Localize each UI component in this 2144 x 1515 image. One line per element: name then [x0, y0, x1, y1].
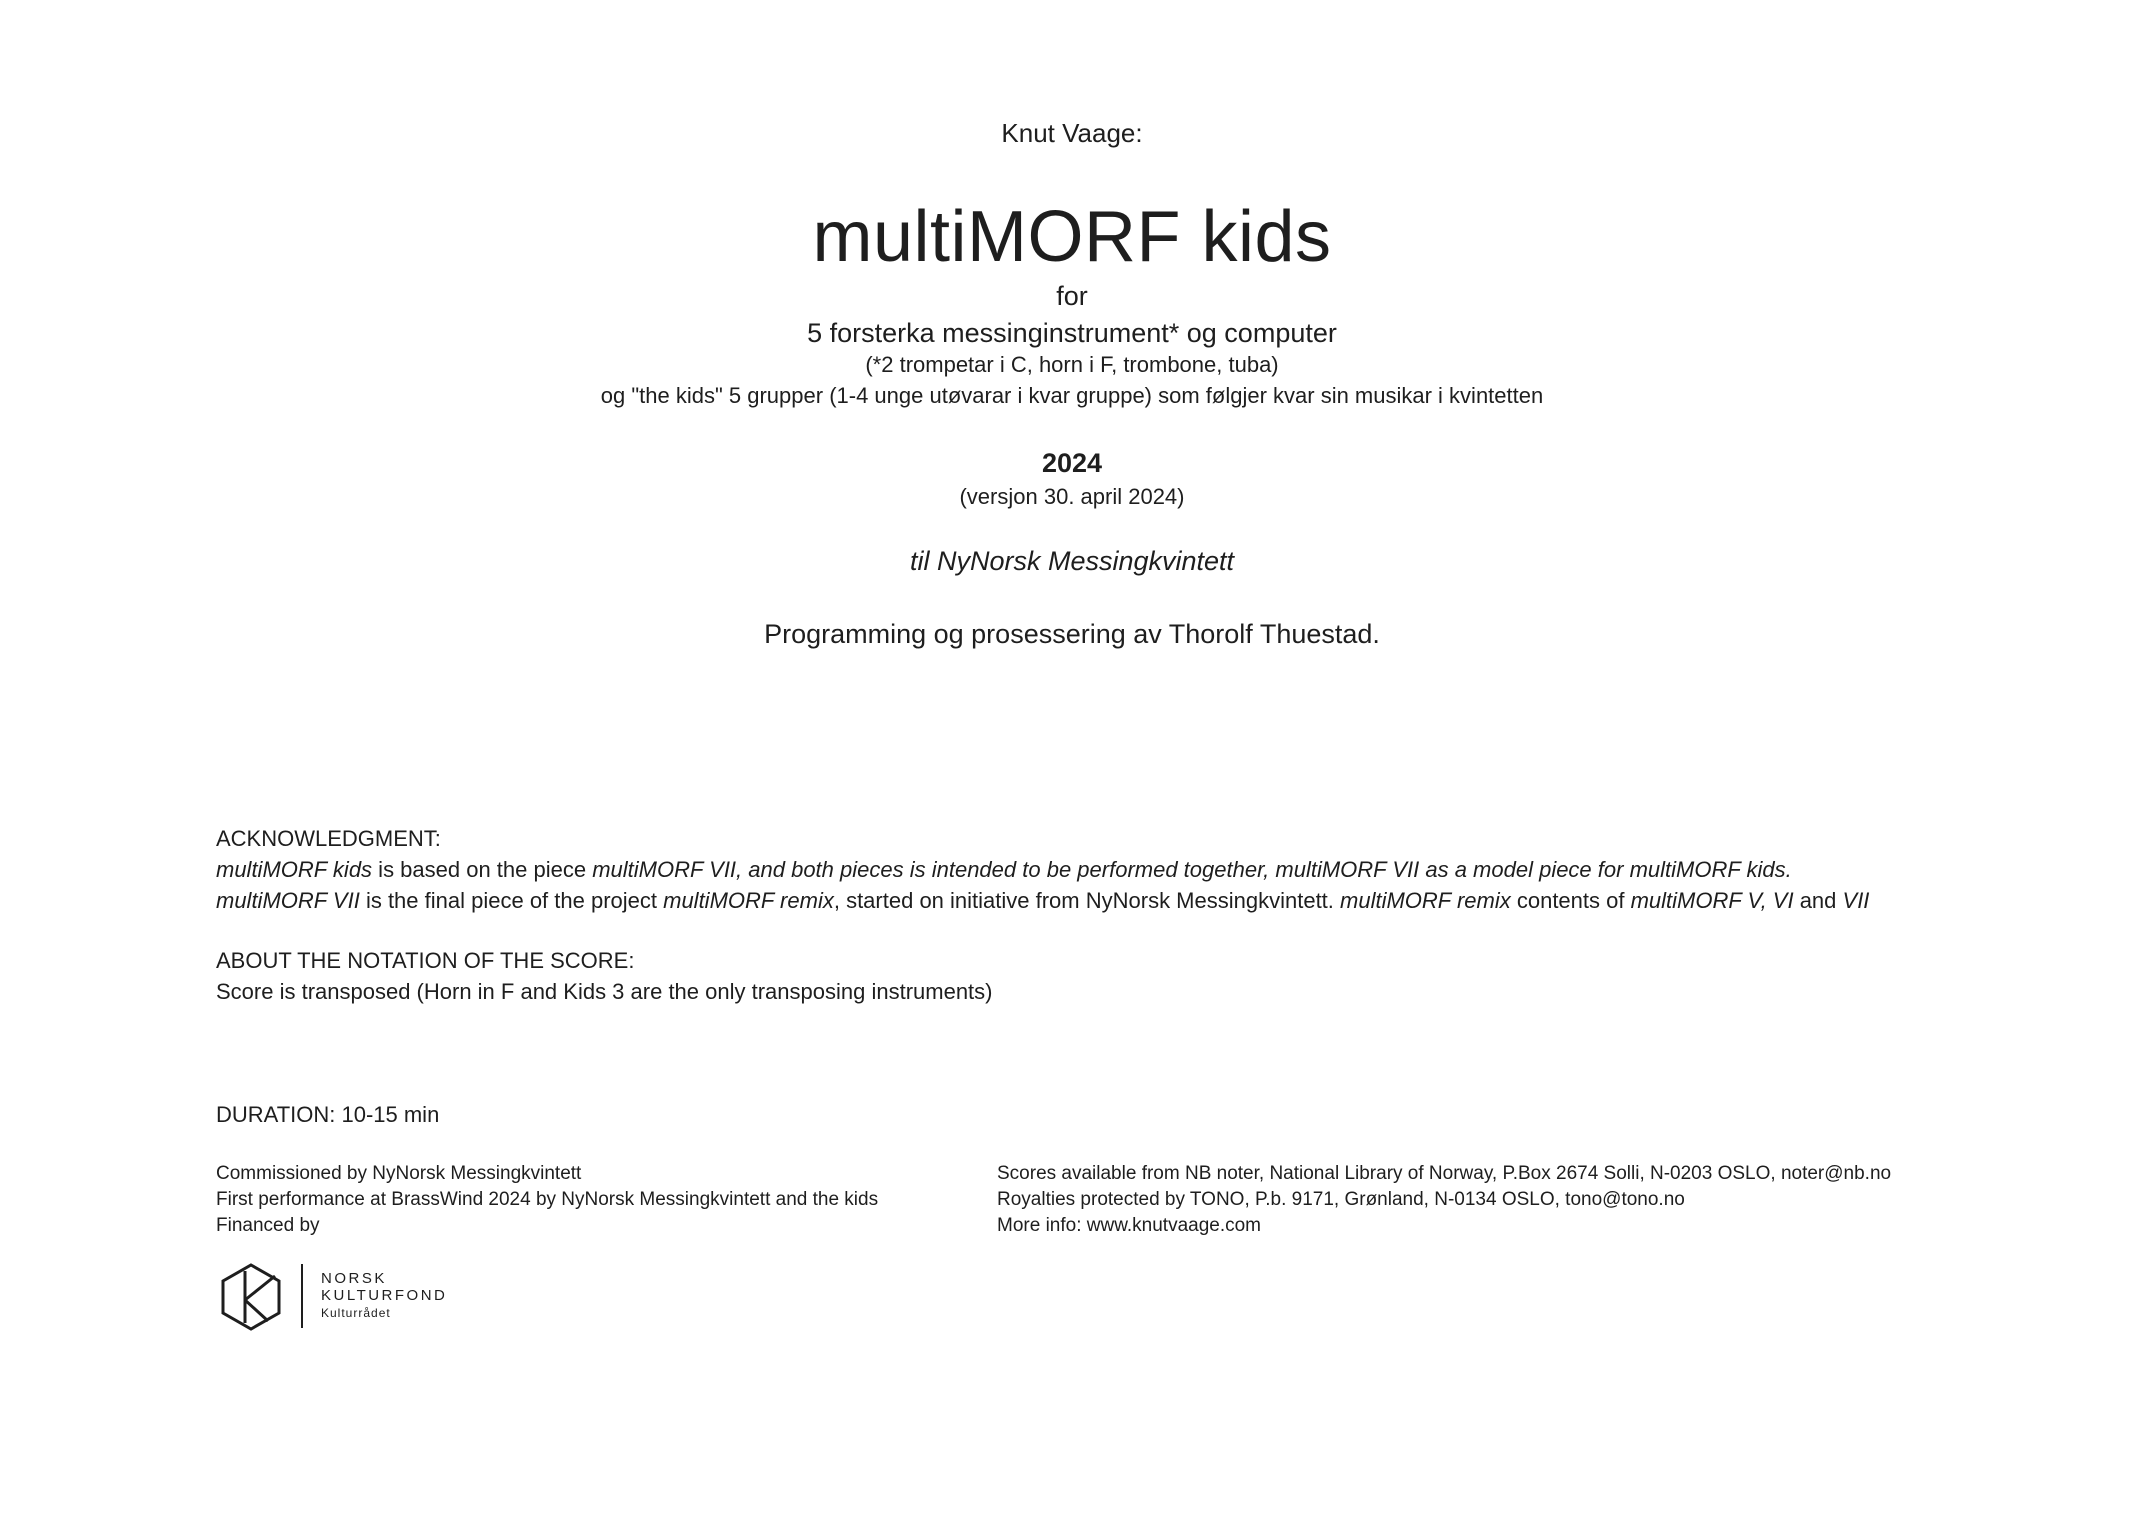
acknowledgment-line-2	[216, 885, 1869, 916]
ack-line2-p3: multiMORF remix	[663, 888, 834, 913]
norsk-kulturfond-k-icon	[216, 1262, 286, 1332]
royalties-info: Royalties protected by TONO, P.b. 9171, Grønland, N-0134 OSLO, tono@tono.no	[997, 1189, 1685, 1210]
ack-line2-p5: multiMORF remix	[1340, 888, 1511, 913]
ack-line1-title: multiMORF kids	[216, 857, 373, 882]
acknowledgment-heading: ACKNOWLEDGMENT:	[216, 826, 441, 851]
notation-text: Score is transposed (Horn in F and Kids 3 are the only transposing instruments)	[216, 979, 993, 1004]
logo-divider	[301, 1264, 303, 1328]
more-info-link[interactable]: More info: www.knutvaage.com	[997, 1215, 1262, 1236]
ack-line1-text: is based on the piece	[372, 857, 593, 882]
for-word: for	[1056, 281, 1088, 311]
footer-right	[997, 1161, 1891, 1239]
ack-line2-p4: , started on initiative from NyNorsk Messingkvintett.	[833, 888, 1341, 913]
norsk-kulturfond-logo	[206, 1256, 466, 1336]
logo-text-kulturradet: Kulturrådet	[321, 1306, 391, 1320]
ack-line2-p6: contents of	[1510, 888, 1631, 913]
version-date: (versjon 30. april 2024)	[959, 484, 1185, 509]
logo-text-kulturfond: KULTURFOND	[321, 1287, 448, 1304]
financed-by: Financed by	[216, 1215, 320, 1236]
acknowledgment-line-1	[216, 854, 1792, 885]
instrument-detail: (*2 trompetar i C, horn i F, trombone, tuba)	[865, 352, 1279, 377]
scores-available: Scores available from NB noter, National Library of Norway, P.Box 2674 Solli, N-0203 OSLO, noter@nb.no	[997, 1163, 1892, 1184]
ack-line2-p9: VII	[1842, 888, 1870, 913]
ack-line2-p1: multiMORF VII	[216, 888, 360, 913]
work-title: multiMORF kids	[812, 197, 1332, 277]
dedication: til NyNorsk Messingkvintett	[909, 546, 1235, 576]
duration: DURATION: 10-15 min	[216, 1102, 440, 1127]
programming-credit: Programming og prosessering av Thorolf Thuestad.	[764, 619, 1380, 649]
kids-groups-line: og "the kids" 5 grupper (1-4 unge utøvarar i kvar gruppe) som følgjer kvar sin musikar i kvintetten	[600, 383, 1544, 408]
ack-line2-p7: multiMORF V, VI	[1630, 888, 1794, 913]
composer-name: Knut Vaage:	[1001, 118, 1143, 148]
ack-line2-p8: and	[1793, 888, 1843, 913]
logo-text-norsk: NORSK	[321, 1270, 387, 1287]
footer-left	[216, 1161, 878, 1239]
commissioned-by: Commissioned by NyNorsk Messingkvintett	[216, 1163, 582, 1184]
instrumentation: 5 forsterka messinginstrument* og computer	[807, 318, 1337, 348]
year: 2024	[1041, 448, 1103, 478]
notation-heading: ABOUT THE NOTATION OF THE SCORE:	[216, 948, 635, 973]
first-performance: First performance at BrassWind 2024 by NyNorsk Messingkvintett and the kids	[216, 1189, 879, 1210]
ack-line1-italic: multiMORF VII, and both pieces is intended to be performed together, multiMORF VII as a model piece for multiMORF kids.	[592, 857, 1792, 882]
ack-line2-p2: is the final piece of the project	[359, 888, 664, 913]
